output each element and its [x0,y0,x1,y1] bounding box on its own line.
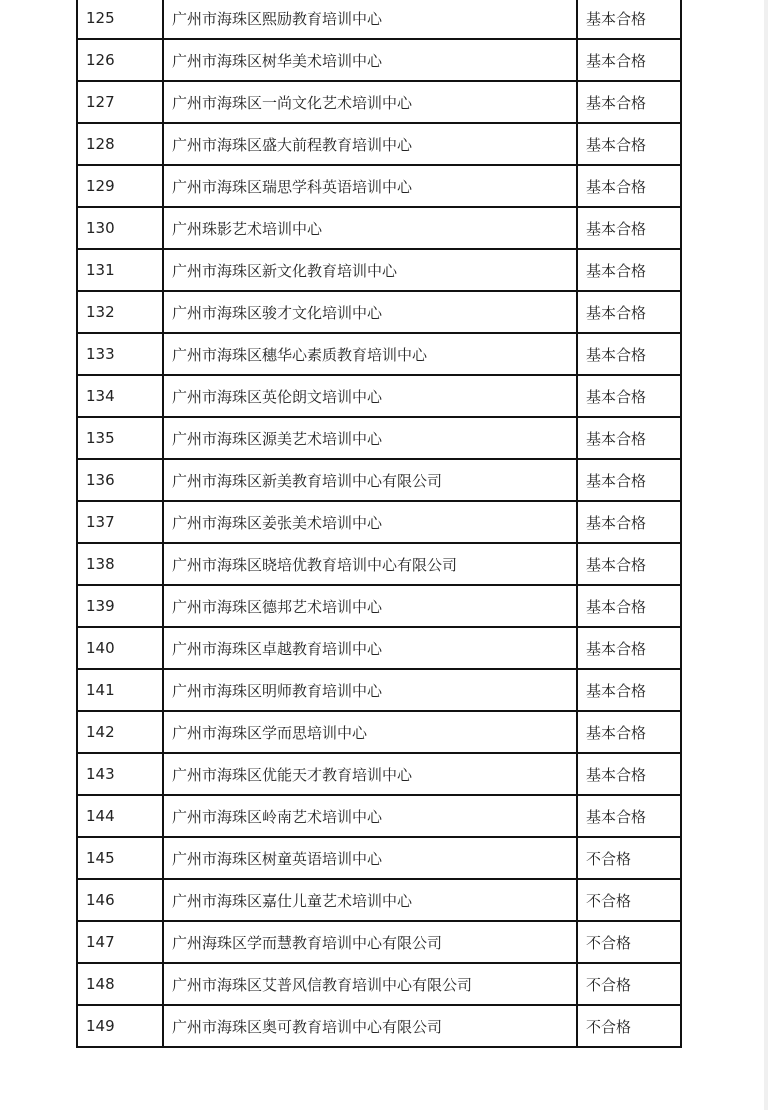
table-body [77,0,681,1047]
table-row [77,585,681,627]
table-row [77,711,681,753]
result-cell: 基本合格 [577,291,681,333]
row-number-cell: 136 [77,459,163,501]
result-cell: 基本合格 [577,795,681,837]
result-cell: 基本合格 [577,165,681,207]
institution-name-cell: 广州市海珠区奥可教育培训中心有限公司 [163,1005,577,1047]
row-number-cell: 129 [77,165,163,207]
table-row [77,291,681,333]
institution-name-cell: 广州市海珠区源美艺术培训中心 [163,417,577,459]
row-number-cell: 135 [77,417,163,459]
institution-name-cell: 广州市海珠区熙励教育培训中心 [163,0,577,39]
row-number-cell: 131 [77,249,163,291]
table-row [77,1005,681,1047]
institution-name-cell: 广州海珠区学而慧教育培训中心有限公司 [163,921,577,963]
row-number-cell: 133 [77,333,163,375]
row-number-cell: 147 [77,921,163,963]
page-scrollbar[interactable] [764,0,768,1110]
table-row [77,249,681,291]
institution-name-cell: 广州市海珠区明师教育培训中心 [163,669,577,711]
result-cell: 基本合格 [577,207,681,249]
institution-name-cell: 广州珠影艺术培训中心 [163,207,577,249]
table-row [77,207,681,249]
row-number-cell: 134 [77,375,163,417]
table-row [77,501,681,543]
result-cell: 基本合格 [577,627,681,669]
institution-name-cell: 广州市海珠区骏才文化培训中心 [163,291,577,333]
result-cell: 基本合格 [577,333,681,375]
result-cell: 基本合格 [577,375,681,417]
institution-name-cell: 广州市海珠区树童英语培训中心 [163,837,577,879]
table-row [77,837,681,879]
row-number-cell: 141 [77,669,163,711]
institution-name-cell: 广州市海珠区优能天才教育培训中心 [163,753,577,795]
row-number-cell: 128 [77,123,163,165]
table-row [77,795,681,837]
table-row [77,39,681,81]
evaluation-results-table [76,0,682,1048]
table-row [77,333,681,375]
institution-name-cell: 广州市海珠区英伦朗文培训中心 [163,375,577,417]
table-row [77,0,681,39]
table-row [77,921,681,963]
table-row [77,417,681,459]
institution-name-cell: 广州市海珠区树华美术培训中心 [163,39,577,81]
table-row [77,753,681,795]
institution-name-cell: 广州市海珠区德邦艺术培训中心 [163,585,577,627]
result-cell: 基本合格 [577,123,681,165]
row-number-cell: 144 [77,795,163,837]
result-cell: 不合格 [577,879,681,921]
table-row [77,375,681,417]
result-cell: 基本合格 [577,459,681,501]
table-row [77,879,681,921]
table-row [77,543,681,585]
result-cell: 不合格 [577,837,681,879]
institution-name-cell: 广州市海珠区学而思培训中心 [163,711,577,753]
row-number-cell: 142 [77,711,163,753]
result-cell: 基本合格 [577,501,681,543]
result-cell: 基本合格 [577,249,681,291]
institution-name-cell: 广州市海珠区岭南艺术培训中心 [163,795,577,837]
result-cell: 基本合格 [577,81,681,123]
institution-name-cell: 广州市海珠区新文化教育培训中心 [163,249,577,291]
result-cell: 不合格 [577,1005,681,1047]
row-number-cell: 132 [77,291,163,333]
table-row [77,123,681,165]
institution-name-cell: 广州市海珠区穗华心素质教育培训中心 [163,333,577,375]
institution-name-cell: 广州市海珠区盛大前程教育培训中心 [163,123,577,165]
table-row [77,627,681,669]
table-row [77,459,681,501]
table-row [77,963,681,1005]
institution-name-cell: 广州市海珠区艾普风信教育培训中心有限公司 [163,963,577,1005]
result-cell: 基本合格 [577,669,681,711]
institution-name-cell: 广州市海珠区卓越教育培训中心 [163,627,577,669]
row-number-cell: 148 [77,963,163,1005]
row-number-cell: 146 [77,879,163,921]
result-cell: 基本合格 [577,0,681,39]
row-number-cell: 130 [77,207,163,249]
institution-name-cell: 广州市海珠区新美教育培训中心有限公司 [163,459,577,501]
table-row [77,669,681,711]
row-number-cell: 137 [77,501,163,543]
row-number-cell: 145 [77,837,163,879]
row-number-cell: 138 [77,543,163,585]
result-cell: 基本合格 [577,753,681,795]
result-cell: 基本合格 [577,711,681,753]
row-number-cell: 149 [77,1005,163,1047]
institution-name-cell: 广州市海珠区晓培优教育培训中心有限公司 [163,543,577,585]
result-cell: 基本合格 [577,39,681,81]
result-cell: 基本合格 [577,543,681,585]
result-cell: 不合格 [577,963,681,1005]
table-row [77,165,681,207]
table-row [77,81,681,123]
institution-name-cell: 广州市海珠区姜张美术培训中心 [163,501,577,543]
row-number-cell: 140 [77,627,163,669]
row-number-cell: 139 [77,585,163,627]
result-cell: 不合格 [577,921,681,963]
row-number-cell: 143 [77,753,163,795]
result-cell: 基本合格 [577,585,681,627]
institution-name-cell: 广州市海珠区瑞思学科英语培训中心 [163,165,577,207]
row-number-cell: 125 [77,0,163,39]
institution-name-cell: 广州市海珠区一尚文化艺术培训中心 [163,81,577,123]
result-cell: 基本合格 [577,417,681,459]
row-number-cell: 126 [77,39,163,81]
institution-name-cell: 广州市海珠区嘉仕儿童艺术培训中心 [163,879,577,921]
row-number-cell: 127 [77,81,163,123]
